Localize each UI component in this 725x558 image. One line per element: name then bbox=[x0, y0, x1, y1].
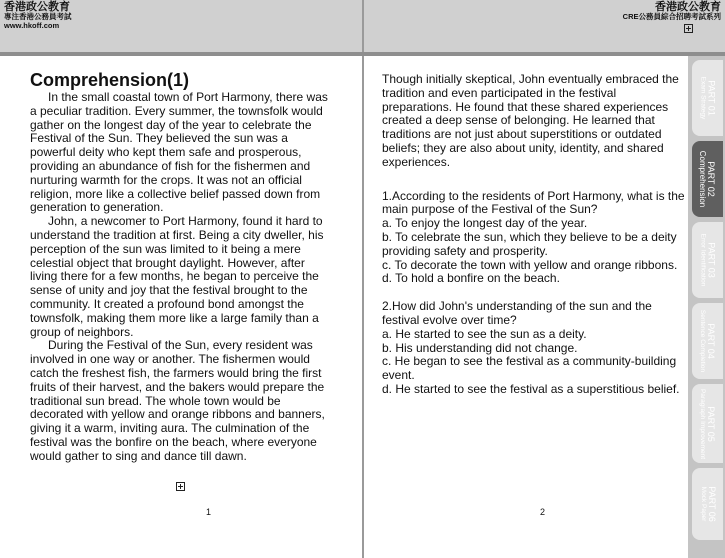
passage-paragraph-3: During the Festival of the Sun, every resident was involved in one way or another. The fishermen would catch the freshest fish, the farmers would bring the first fruits of their harvest, and the bakers would prepare the traditional sun bread. The whole town would be decorated with yellow and orange ribbons and banners, giving it a warm, inviting aura. The culmination of the festival was the bonfire on the beach, where everyone would gather to sing and dance till dawn. bbox=[30, 338, 325, 463]
passage-paragraph-2: John, a newcomer to Port Harmony, found it hard to understand the tradition at first. Being a city dweller, his perception of the sun was limited to it being a mere celestial object that brought daylight. However, after living there for a few months, he began to perceive the sense of unity and joy that the festival brought to the community. It created a profound bond amongst the townsfolk, making them more like a large family than a group of neighbors. bbox=[30, 214, 324, 339]
tab-error-identification[interactable] bbox=[692, 222, 723, 298]
passage-paragraph-1: In the small coastal town of Port Harmony, there was a peculiar tradition. Every summer, the townsfolk would gather on the longest day of the year to celebrate the Festival of the Sun. They believed the sun was a powerful deity who kept them safe and prosperous, providing an abundance of fish for the fishermen and nurturing warmth for the crops. It was not an official religion, more like a collective belief passed down from generation to generation. bbox=[30, 90, 328, 215]
left-page-content bbox=[30, 70, 333, 464]
page-number-left: 1 bbox=[206, 507, 212, 517]
right-brand-title: 香港政公教育 bbox=[655, 1, 721, 13]
tab-comprehension[interactable] bbox=[692, 141, 723, 217]
header-divider bbox=[0, 52, 725, 56]
answer-option[interactable]: d. He started to see the festival as a superstitious belief. bbox=[382, 381, 680, 396]
tab-sentence-completion[interactable] bbox=[692, 303, 723, 379]
tab-mock-paper[interactable] bbox=[692, 468, 723, 540]
question-stem: 2.How did John's understanding of the sun and the festival evolve over time? bbox=[382, 299, 652, 327]
answer-option[interactable]: b. His understanding did not change. bbox=[382, 340, 578, 355]
tab-label: PART 06 Mock Paper bbox=[699, 486, 717, 522]
tab-paragraph-improvement[interactable] bbox=[692, 384, 723, 463]
right-brand-subtitle: CRE公務員綜合招聘考試系列 bbox=[622, 12, 721, 21]
answer-option[interactable]: d. To hold a bonfire on the beach. bbox=[382, 271, 560, 286]
page-number-right: 2 bbox=[540, 507, 546, 517]
tab-label: PART 05 Paragraph Improvement bbox=[699, 388, 717, 459]
answer-option[interactable]: a. To enjoy the longest day of the year. bbox=[382, 216, 588, 231]
answer-option[interactable]: b. To celebrate the sun, which they believe to be a deity providing safety and prosperity. bbox=[382, 229, 677, 258]
tab-label: PART 04 Sentence Completion bbox=[699, 309, 717, 373]
answer-option[interactable]: c. To decorate the town with yellow and orange ribbons. bbox=[382, 257, 678, 272]
expand-plus-icon[interactable] bbox=[684, 24, 693, 33]
passage-paragraph-4: Though initially skeptical, John eventually embraced the tradition and even participated in the festival preparations. He found that these shared experiences created a deep sense of belonging. He learned that traditions are not just about superstitions or outdated beliefs; they are also about unity, identity, and shared experiences. bbox=[382, 72, 679, 169]
answer-option[interactable]: a. He started to see the sun as a deity. bbox=[382, 326, 587, 341]
left-brand-title: 香港政公教育 bbox=[4, 1, 70, 13]
answer-option[interactable]: c. He began to see the festival as a community-building event. bbox=[382, 354, 677, 383]
tab-label: PART 03 Error Identification bbox=[699, 233, 717, 287]
add-plus-icon[interactable] bbox=[176, 482, 185, 491]
left-brand-url[interactable]: www.hkoff.com bbox=[4, 21, 60, 30]
book-spine bbox=[362, 0, 364, 558]
question-stem: 1.According to the residents of Port Harmony, what is the main purpose of the Festival of the Sun? bbox=[382, 188, 685, 217]
question-2 bbox=[382, 300, 686, 397]
left-brand-subtitle: 專注香港公務員考試 bbox=[4, 12, 72, 21]
right-page-content bbox=[382, 73, 686, 397]
question-1 bbox=[382, 190, 686, 287]
tab-label: PART 02 Comprehension bbox=[698, 150, 717, 208]
tab-label: PART 01 Exam Strategy bbox=[699, 76, 717, 120]
page-title: Comprehension(1) bbox=[30, 70, 190, 90]
tab-exam-strategy[interactable] bbox=[692, 60, 723, 136]
